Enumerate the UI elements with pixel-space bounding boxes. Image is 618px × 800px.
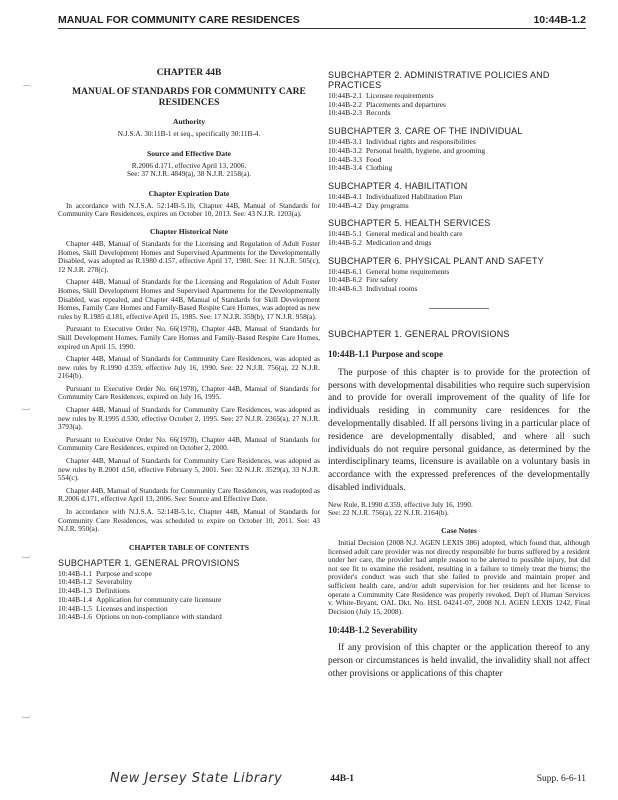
toc-subchapter-5: SUBCHAPTER 5. HEALTH SERVICES [328, 218, 491, 229]
toc-item: 10:44B-3.1 Individual rights and responsibilities [328, 137, 476, 147]
history-paragraph: Chapter 44B, Manual of Standards for the Licensing and Regulation of Adult Foster Homes, Skill Development Homes and Supervised Apartments for the Developmentally Disabled, was repealed, and Chapter 44B, Manual of Standards for Skill Development Homes, Family Care Homes and Family-Based Respite Care Homes, was adopted as new rules by R.1985 d.181, effective April 15, 1985. See: 17 N.J.R. 359(b), 17 N.J.R. 958(a). [58, 277, 320, 321]
toc-subchapter-3: SUBCHAPTER 3. CARE OF THE INDIVIDUAL [328, 126, 523, 137]
history-paragraph: Chapter 44B, Manual of Standards for the Licensing and Regulation of Adult Foster Homes, Skill Development Homes and Supervised Apartments for the Developmentally Disabled, was adopted as R.1980 d.157, effective April 17, 1980. See: 11 N.J.R. 505(c), 12 N.J.R. 278(c). [58, 238, 320, 274]
page-footer [110, 771, 586, 786]
toc-list-6 [328, 268, 590, 294]
toc-subchapter-4: SUBCHAPTER 4. HABILITATION [328, 180, 468, 191]
history-paragraph: Chapter 44B, Manual of Standards for Community Care Residences, was adopted as new rules by R.2001 d.50, effective February 5, 2001. See: 32 N.J.R. 3529(a), 33 N.J.R. 554(c). [58, 456, 320, 483]
toc-item: 10:44B-4.2 Day programs [328, 200, 409, 210]
section-1-1-text: The purpose of this chapter is to provide for the protection of persons with developmental disabilities who require such supervision and to provide for overall improvement of the quality of life for individuals residing in community care residences for the developmentally disabled. If all persons living in a particular place of residence are developmentally disabled, and where all such individuals do not require personal guidance, as determined by the interdisciplinary teams, licensure is available on a voluntary basis in accordance with the expressed preferences of the developmentally disabled individuals. [328, 367, 590, 494]
authority-text: N.J.S.A. 30:11B-1 et seq., specifically 30:11B-4. [117, 129, 261, 138]
toc-heading: CHAPTER TABLE OF CONTENTS [129, 542, 249, 552]
history-paragraph: Chapter 44B, Manual of Standards for Community Care Residences, was readopted as R.2006 d.171, effective April 13, 2006. See: Source and Effective Date. [58, 485, 320, 504]
section-divider [429, 308, 489, 309]
toc-item: 10:44B-3.2 Personal health, hygiene, and grooming [328, 145, 486, 155]
toc-item: 10:44B-6.3 Individual rooms [328, 284, 418, 294]
section-1-2-text: If any provision of this chapter or the application thereof to any person or circumstances is held invalid, the invalidity shall not affect other provisions or applications of this chapter [328, 643, 590, 679]
section-1-1-source: See: 22 N.J.R. 756(a), 22 N.J.R. 2164(b). [328, 508, 449, 518]
source-line: See: 37 N.J.R. 4849(a), 38 N.J.R. 2158(a). [126, 169, 252, 179]
toc-subchapter-6: SUBCHAPTER 6. PHYSICAL PLANT AND SAFETY [328, 255, 544, 266]
toc-item: 10:44B-5.1 General medical and health care [328, 229, 463, 239]
toc-subchapter-2: SUBCHAPTER 2. ADMINISTRATIVE POLICIES AND PRACTICES [328, 70, 550, 90]
margin-mark-icon: ‿ [22, 548, 31, 559]
left-column [58, 68, 320, 622]
expiration-heading: Chapter Expiration Date [148, 188, 230, 198]
toc-list-3 [328, 138, 590, 173]
toc-list-4 [328, 193, 590, 210]
toc-item: 10:44B-6.1 General home requirements [328, 266, 450, 276]
toc-item: 10:44B-6.2 Fire safety [328, 275, 398, 285]
toc-item: 10:44B-5.2 Medication and drugs [328, 238, 432, 248]
history-paragraph: Chapter 44B, Manual of Standards for Community Care Residences, was adopted as new rules by R.1995 d.530, effective October 2, 1995. See: 27 N.J.R. 2365(a), 27 N.J.R. 3793(a). [58, 405, 320, 432]
history-heading: Chapter Historical Note [150, 226, 228, 236]
toc-item: 10:44B-4.1 Individualized Habilitation Plan [328, 191, 463, 201]
toc-item: 10:44B-1.6 Options on non-compliance with standard [58, 612, 222, 622]
toc-item: 10:44B-1.1 Purpose and scope [58, 568, 152, 578]
toc-item: 10:44B-2.2 Placements and departures [328, 99, 446, 109]
library-stamp: New Jersey State Library [110, 771, 283, 786]
toc-subchapter-1: SUBCHAPTER 1. GENERAL PROVISIONS [58, 557, 240, 568]
history-paragraph: Pursuant to Executive Order No. 66(1978), Chapter 44B, Manual of Standards for Skill Development Homes, Family Care Homes and Family-Based Respite Care Homes, expired on April 15, 1990. [58, 324, 320, 351]
case-notes-text: Initial Decision (2008 N.J. AGEN LEXIS 386) adopted, which found that, although licensed adult care provider was not directly responsible for burns suffered by a resident under her care, the provider had ample reason to be alerted to possible injury, but did not see fit to examine the resident, resulting in a failure to timely treat the burns; the provider's conduct was such that she failed to provide and maintain proper and sufficient health care, and/or adult supervision for her residents and her license to operate a Community Care Residence was properly revoked. Dep't of Human Services v. White-Bryant, OAL Dkt. No. HSL 04241-07, 2008 N.J. AGEN LEXIS 1242, Final Decision (July 15, 2008). [328, 538, 590, 616]
margin-mark-icon: ‿ [22, 400, 31, 411]
source-line: R.2006 d.171, effective April 13, 2006. [131, 160, 247, 170]
toc-list-5 [328, 230, 590, 247]
toc-item: 10:44B-2.1 Licensee requirements [328, 91, 434, 100]
header-section: 10:44B-1.2 [533, 14, 586, 26]
section-1-1-source: New Rule, R.1990 d.359, effective July 16, 1990. [328, 499, 473, 509]
history-paragraph: Chapter 44B, Manual of Standards for Community Care Residences, was adopted as new rules by R.1990 d.359, effective July 16, 1990. See: 22 N.J.R. 756(a), 22 N.J.R. 2164(b). [58, 354, 320, 381]
toc-item: 10:44B-1.3 Definitions [58, 586, 130, 596]
margin-mark-icon: ‿ [22, 708, 31, 719]
expiration-text: In accordance with N.J.S.A. 52:14B-5.1b, Chapter 44B, Manual of Standards for Community Care Residences, expires on October 10, 2013. See: 43 N.J.R. 1203(a). [58, 200, 320, 219]
chapter-number: CHAPTER 44B [156, 68, 222, 78]
section-1-1-heading: 10:44B-1.1 Purpose and scope [328, 348, 444, 359]
running-header [58, 2, 586, 29]
section-1-2-heading: 10:44B-1.2 Severability [328, 625, 418, 636]
toc-list-1 [58, 570, 320, 622]
header-title: MANUAL FOR COMMUNITY CARE RESIDENCES [58, 14, 300, 26]
toc-item: 10:44B-1.5 Licenses and inspection [58, 603, 168, 613]
toc-item: 10:44B-3.3 Food [328, 154, 382, 164]
right-column [328, 70, 590, 687]
toc-list-2 [328, 92, 590, 118]
history-paragraph: Pursuant to Executive Order No. 66(1978), Chapter 44B, Manual of Standards for Community Care Residences, expired on July 16, 1995. [58, 383, 320, 402]
page-number: 44B-1 [330, 773, 355, 784]
history-paragraph: Pursuant to Executive Order No. 66(1978), Chapter 44B, Manual of Standards for Community Care Residences, expired on October 2, 2000. [58, 434, 320, 453]
case-notes-heading: Case Notes [441, 526, 477, 535]
toc-item: 10:44B-2.3 Records [328, 108, 391, 118]
chapter-title: MANUAL OF STANDARDS FOR COMMUNITY CARE RESIDENCES [72, 87, 306, 108]
supplement-date: Supp. 6-6-11 [536, 773, 586, 784]
toc-item: 10:44B-1.4 Application for community care licensure [58, 594, 222, 604]
body-subchapter-heading: SUBCHAPTER 1. GENERAL PROVISIONS [328, 328, 510, 339]
toc-item: 10:44B-1.2 Severability [58, 577, 133, 587]
source-heading: Source and Effective Date [146, 148, 231, 158]
authority-heading: Authority [172, 117, 206, 126]
toc-item: 10:44B-3.4 Clothing [328, 163, 393, 173]
history-paragraph: In accordance with N.J.S.A. 52:14B-5.1c, Chapter 44B, Manual of Standards for Community Care Residences, was scheduled to expire on October 10, 2011. See: 43 N.J.R. 950(a). [58, 507, 320, 534]
margin-mark-icon: ⌒ [22, 86, 32, 97]
